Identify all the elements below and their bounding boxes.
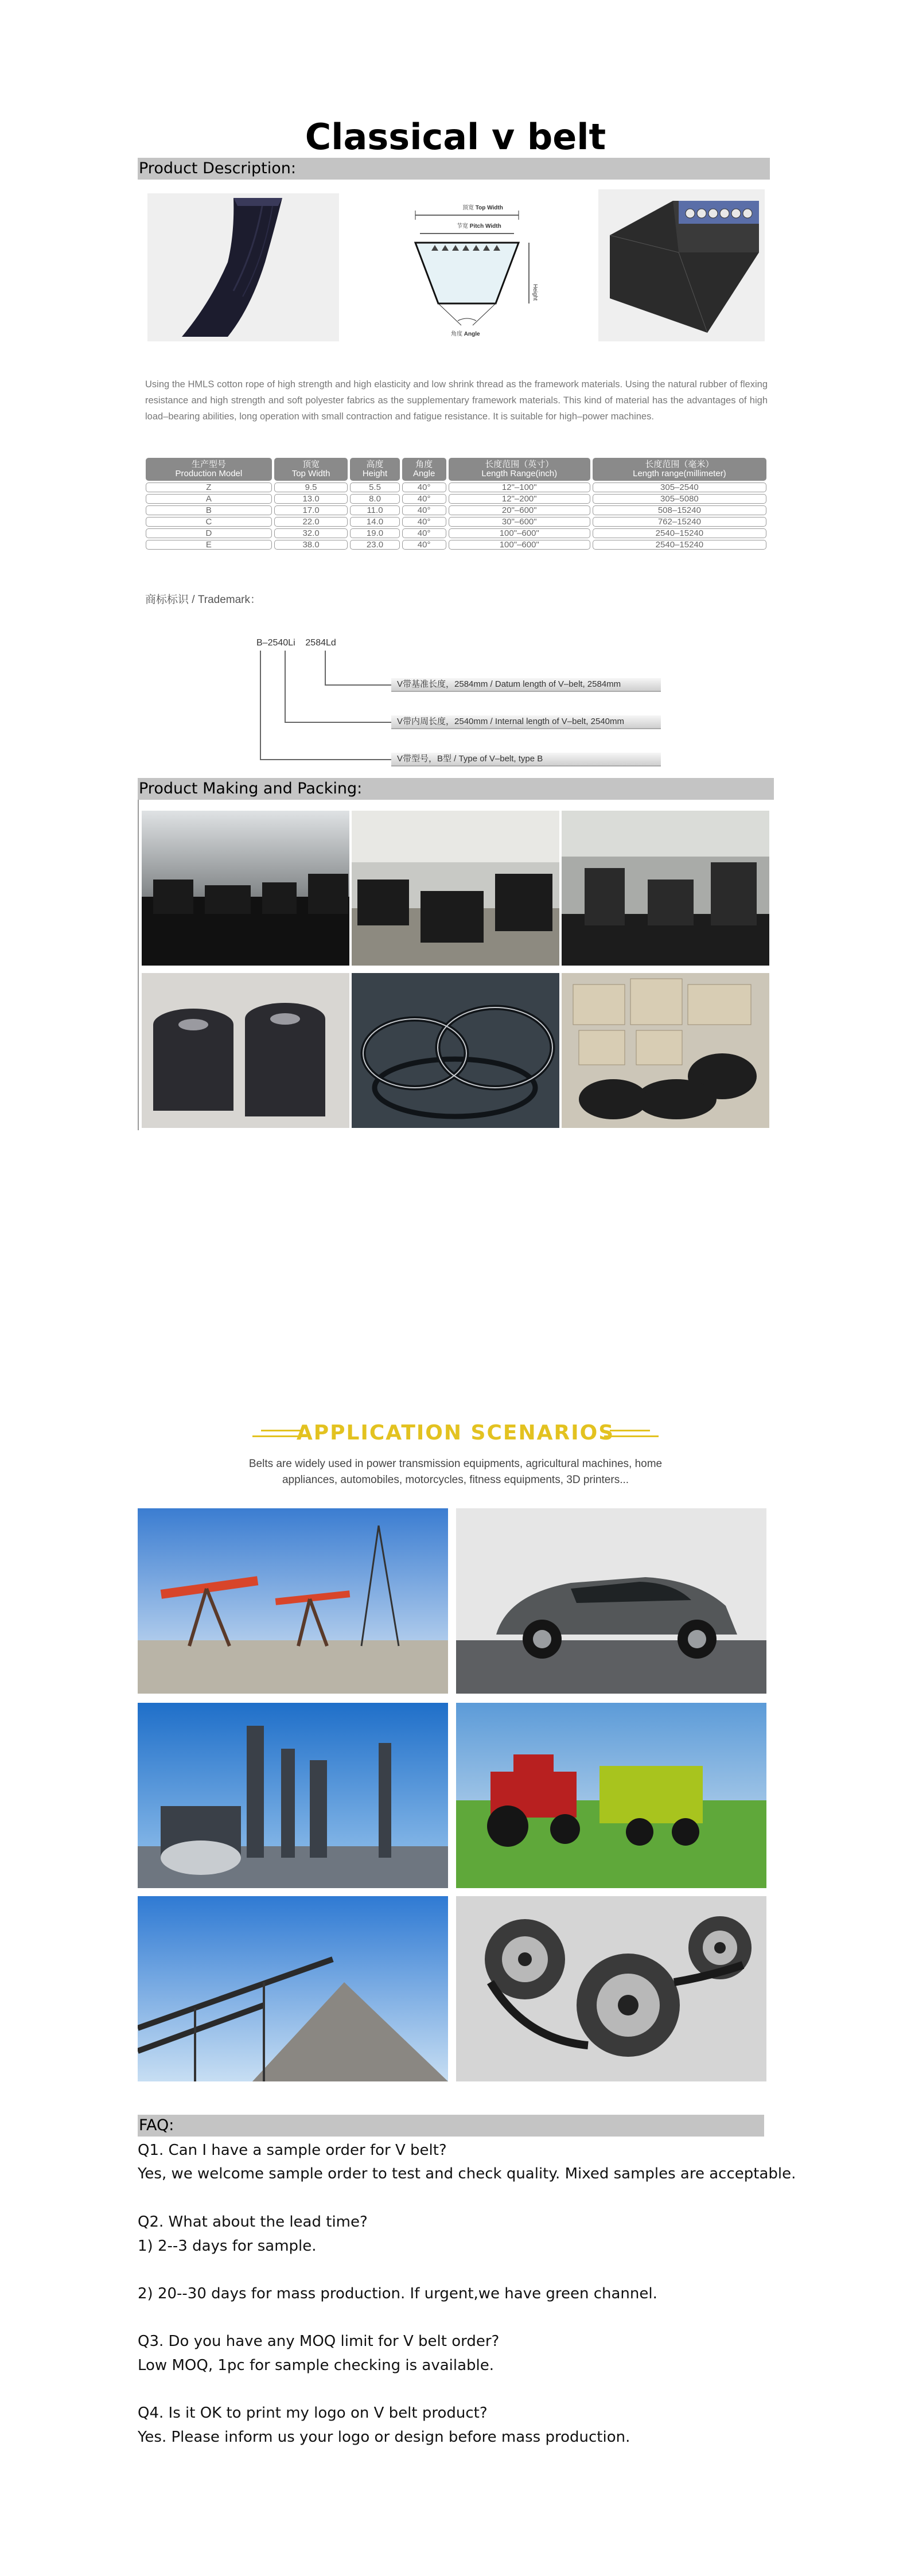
connector-line bbox=[260, 759, 391, 760]
production-line-photo bbox=[562, 811, 769, 966]
car-image bbox=[456, 1508, 766, 1694]
faq-question-2: Q2. What about the lead time? bbox=[138, 2213, 368, 2231]
coiled-belts-photo bbox=[352, 973, 559, 1128]
table-cell: A bbox=[146, 494, 272, 504]
faq-answer-2b: 2) 20--30 days for mass production. If urgent,we have green channel. bbox=[138, 2285, 657, 2302]
table-cell: 40° bbox=[402, 540, 446, 550]
table-cell: C bbox=[146, 517, 272, 527]
table-cell: 762–15240 bbox=[593, 517, 766, 527]
header-length-inch: 长度范围（英寸） Length Range(inch) bbox=[449, 458, 590, 481]
trademark-code-internal: B–2540Li bbox=[256, 638, 295, 648]
application-scenarios-subtitle: Belts are widely used in power transmission equipments, agricultural machines, home appliances, automobiles, motorcycles, fitness equipments, 3D printers... bbox=[248, 1458, 663, 1486]
trademark-explanation-datum: V带基准长度，2584mm / Datum length of V–belt, 2584mm bbox=[391, 678, 661, 692]
table-cell: 40° bbox=[402, 494, 446, 504]
table-row bbox=[146, 540, 766, 550]
table-cell: 19.0 bbox=[350, 528, 399, 538]
table-cell: 12"–200" bbox=[449, 494, 590, 504]
application-scenarios-title: APPLICATION SCENARIOS bbox=[296, 1421, 615, 1445]
connector-line bbox=[285, 722, 391, 723]
height-label: Height bbox=[532, 284, 538, 301]
table-cell: 9.5 bbox=[274, 482, 348, 492]
table-cell: 14.0 bbox=[350, 517, 399, 527]
connector-line bbox=[325, 684, 391, 686]
header-top-width: 顶宽 Top Width bbox=[274, 458, 348, 481]
table-cell: 40° bbox=[402, 482, 446, 492]
table-cell: 13.0 bbox=[274, 494, 348, 504]
header-production-model: 生产型号 Production Model bbox=[146, 458, 272, 481]
conveyor-gravel-image bbox=[138, 1896, 448, 2081]
faq-question-4: Q4. Is it OK to print my logo on V belt product? bbox=[138, 2404, 488, 2422]
top-width-label: 顶宽 Top Width bbox=[462, 205, 503, 211]
table-row bbox=[146, 494, 766, 504]
factory-warehouse-photo bbox=[142, 811, 349, 966]
table-cell: B bbox=[146, 505, 272, 515]
trademark-code-datum: 2584Ld bbox=[305, 638, 336, 648]
table-cell: 100"–600" bbox=[449, 528, 590, 538]
table-cell: 30"–600" bbox=[449, 517, 590, 527]
table-row bbox=[146, 482, 766, 492]
faq-answer-3: Low MOQ, 1pc for sample checking is available. bbox=[138, 2357, 495, 2374]
table-cell: 8.0 bbox=[350, 494, 399, 504]
table-cell: 40° bbox=[402, 505, 446, 515]
table-row bbox=[146, 517, 766, 527]
section-header-faq: FAQ: bbox=[138, 2115, 764, 2137]
table-cell: 20"–600" bbox=[449, 505, 590, 515]
table-cell: 2540–15240 bbox=[593, 540, 766, 550]
header-length-mm: 长度范围（毫米） Length range(millimeter) bbox=[593, 458, 766, 481]
table-cell: Z bbox=[146, 482, 272, 492]
belt-rolls-photo bbox=[142, 973, 349, 1128]
trademark-label: 商标标识 / Trademark： bbox=[145, 594, 261, 606]
table-cell: 305–5080 bbox=[593, 494, 766, 504]
table-cell: E bbox=[146, 540, 272, 550]
table-cell: D bbox=[146, 528, 272, 538]
table-row bbox=[146, 528, 766, 538]
v-belt-photo bbox=[147, 193, 339, 341]
table-cell: 100"–600" bbox=[449, 540, 590, 550]
table-cell: 508–15240 bbox=[593, 505, 766, 515]
table-cell: 2540–15240 bbox=[593, 528, 766, 538]
header-height: 高度 Height bbox=[350, 458, 399, 481]
tractor-image bbox=[456, 1703, 766, 1888]
header-angle: 角度 Angle bbox=[402, 458, 446, 481]
section-header-description: Product Description: bbox=[138, 158, 770, 180]
connector-line bbox=[325, 651, 326, 685]
v-belt-dimension-diagram bbox=[402, 198, 539, 341]
divider bbox=[138, 800, 139, 1130]
faq-question-1: Q1. Can I have a sample order for V belt? bbox=[138, 2142, 447, 2159]
packing-boxes-photo bbox=[562, 973, 769, 1128]
table-cell: 32.0 bbox=[274, 528, 348, 538]
trademark-explanation-type: V带型号，B型 / Type of V–belt, type B bbox=[391, 753, 661, 766]
engine-pulleys-image bbox=[456, 1896, 766, 2081]
section-header-making: Product Making and Packing: bbox=[138, 778, 774, 800]
trademark-explanation-internal: V带内周长度，2540mm / Internal length of V–belt, 2540mm bbox=[391, 715, 661, 729]
table-cell: 11.0 bbox=[350, 505, 399, 515]
table-row bbox=[146, 505, 766, 515]
product-description-text: Using the HMLS cotton rope of high strength and high elasticity and low shrink thread as the framework materials. Using the natural rubber of flexing resistance and high strength and soft polyester fabrics as the supplementary framework materials. This kind of material has the advantages of high load–bearing abilities, long operation with small contraction and fatigue resistance. It is suitable for high–power machines. bbox=[145, 379, 768, 422]
table-cell: 12"–100" bbox=[449, 482, 590, 492]
faq-answer-1: Yes, we welcome sample order to test and check quality. Mixed samples are acceptable. bbox=[138, 2165, 796, 2182]
specification-table bbox=[143, 456, 769, 551]
refinery-image bbox=[138, 1703, 448, 1888]
table-cell: 22.0 bbox=[274, 517, 348, 527]
table-cell: 23.0 bbox=[350, 540, 399, 550]
page-title: Classical v belt bbox=[305, 116, 606, 158]
factory-floor-photo bbox=[352, 811, 559, 966]
connector-line bbox=[260, 651, 261, 760]
faq-answer-4: Yes. Please inform us your logo or design before mass production. bbox=[138, 2429, 630, 2446]
table-cell: 40° bbox=[402, 517, 446, 527]
faq-question-3: Q3. Do you have any MOQ limit for V belt order? bbox=[138, 2333, 500, 2350]
pitch-width-label: 节宽 Pitch Width bbox=[457, 223, 501, 229]
oil-field-image bbox=[138, 1508, 448, 1694]
trademark-codes bbox=[256, 638, 336, 648]
table-cell: 305–2540 bbox=[593, 482, 766, 492]
faq-answer-2a: 1) 2--3 days for sample. bbox=[138, 2238, 317, 2255]
angle-label: 角度 Angle bbox=[451, 331, 480, 337]
v-belt-cross-section-photo bbox=[598, 189, 765, 341]
table-header-row bbox=[146, 458, 766, 481]
table-cell: 38.0 bbox=[274, 540, 348, 550]
table-cell: 40° bbox=[402, 528, 446, 538]
connector-line bbox=[285, 651, 286, 722]
table-cell: 17.0 bbox=[274, 505, 348, 515]
table-cell: 5.5 bbox=[350, 482, 399, 492]
